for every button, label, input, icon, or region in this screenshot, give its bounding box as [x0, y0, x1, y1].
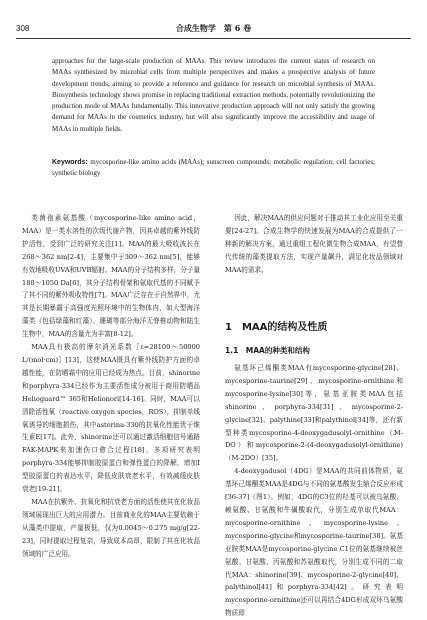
subsection-heading: 1.1 MAA的种类和结构 — [225, 346, 310, 355]
journal-name: 合成生物学 第 6 卷 — [175, 22, 252, 33]
left-column — [22, 212, 200, 560]
paragraph: 4-deoxygadusol（4DG）是MAA的共同前体物质，氨基环己烯酮类MAA是4DG与不同的氨基酸发生缩合反应形成[36-37]（图1）。例如，4DG的C3位的羟基可以被乌氨酸、赖氨酸、甘氨酸和牛磺酸取代，分别生成单取代MAA：mycosporine-ornithine、mycosporine-lysine、mycosporine-glycine和mycosporine-taurine[38]。氨基亚胺类MAA是mycosporine-glycine C1位的氨基继续被丝氨酸、甘氨酸、丙氨酸和苏氨酸取代，分别生成不同的二取代MAA：shinorine[39]、mycosporine-2-glycine[40]、palythinol[41]和porphyra-334[42]。研究表明mycosporine-ornithine还可以再结合4DG形成双环乌氨酸物质即 — [225, 467, 403, 618]
keywords — [52, 157, 375, 179]
right-column-body — [225, 362, 403, 620]
abstract-text: approaches for the large-scale production of MAAs. This review introduces the current status of research on MAAs synthesized by microbial cells from multiple perspectives and makes a prospective analysis of future development trends, aiming to provide a reference and guidance for research on microbial synthesis of MAAs. Biosynthesis technology shows promise in replacing traditional extraction methods, potentially revolutionizing the production mode of MAAs fundamentally. This innovative production approach will not only satisfy the growing demand for MAAs in the cosmetics industry, but will also significantly improve the accessibility and usage of MAAs in multiple fields. — [52, 57, 375, 133]
keywords-text: mycosporine-like amino acids (MAAs); sunscreen compounds; metabolic regulation; cell factories; synthetic biology — [52, 158, 375, 177]
paragraph: 因此，解决MAA的供应问题对于推动其工业化应用至关重要[24-27]。合成生物学的快速发展为MAA的合成提供了一种新的解决方案，通过重组工程化微生物合成MAA，有望替代传统的藻类提取方法，实现产量飙升，满足化妆品领域对MAA的需求。 — [225, 214, 403, 274]
page-number: 308 — [16, 23, 30, 33]
paragraph: 氨基环己烯酮类MAA有mycosporine-glycine[28]、mycosporine-taurine[29]、mycosporine-ornithine和mycosporine-lysine[30]等，氨基亚胺类MAA包括shinorine、porphyra-334[31]、mycosporine-2-glycine[32]、palythine[33]和palythinol[34]等，还有新型种类mycosporine-4-deoxygadusolyl-ornithine（M-DO）和mycosporine-2-(4-deoxygadusolyl-ornithine)（M-2DO）[35]。 — [225, 364, 403, 463]
page-header — [16, 20, 411, 36]
paragraph: MAA在抗紫外、抗氧化和抗衰老方面的活性使其在化妆品领域展现出巨大的应用潜力。目前商业化的MAA主要依赖于从藻类中提取，产量极低，仅为0.0045～0.275 mg/g[22-23]，同时提取过程复杂，导致成本高昂，限制了其在化妆品领域的广泛应用。 — [22, 497, 200, 558]
paragraph: 类菌孢素氨基酸（mycosporine-like amino acid，MAA）是一类水溶性的次级代谢产物，因其卓越的紫外线防护活性，受到广泛的研究关注[1]。MAA的最大吸收波长在268～362 nm[2-4]，主要集中于309～362 nm[5]，能够有效地吸收UVA和UVB辐射。MAA的分子结构多样，分子量188～1050 Da[6]，其分子结构骨架和氨取代基的不同赋予了其不同的紫外吸收特性[7]。MAA广泛存在于自然界中，尤其是长期暴露于高强度光照环境中的生物体内，如大型海洋藻类（包括绿藻和红藻）、珊瑚等部分海洋无脊椎动物和陆生生物中，MAA的含量尤为丰富[8-12]。 — [22, 214, 200, 339]
keywords-label: Keywords: — [52, 159, 88, 166]
right-column-intro — [225, 212, 403, 277]
header-rule — [16, 38, 411, 39]
paragraph: MAA具有极高的摩尔消光系数［ε=28100～50000 L/(mol·cm)］[13]，这使MAA既具有紫外线防护方面的卓越性能，在防晒霜中的应用已经成为热点。目前，shinorine和porphyra-334已经作为主要活性成分被用于商用防晒品Helioguard™ 365和Helionori[14-16]。同时，MAA可以清除活性氧（reactive oxygen species，ROS），抑制单线氧诱导的细胞损伤，其中asterina-330的抗氧化性能优于维生素E[17]。此外，shinorine还可以通过激活细胞信号通路FAK-MAPK来加速伤口愈合过程[18]，多项研究表明porphyra-334能够抑制胶原蛋白和弹性蛋白的降解，增加Ⅰ型胶原蛋白的表达水平，降低皮肤衰老水平，有效减缓皮肤衰老[19-21]。 — [22, 343, 200, 494]
section-heading: 1 MAA的结构及性质 — [225, 322, 328, 333]
